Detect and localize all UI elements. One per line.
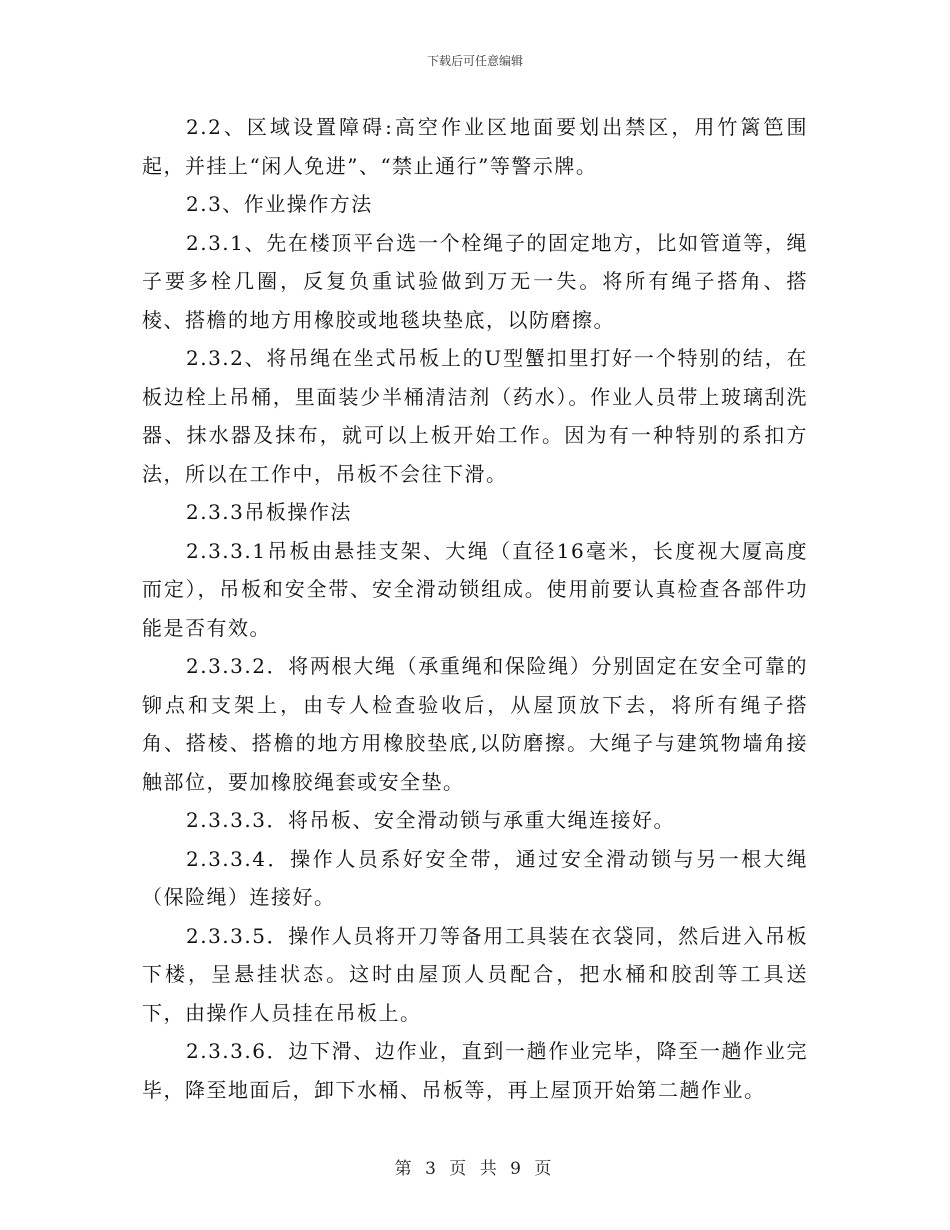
- document-body: [142, 108, 808, 1109]
- paragraph-2-3-3-2: 2.3.3.2．将两根大绳（承重绳和保险绳）分别固定在安全可靠的铆点和支架上，由专人检查验收后，从屋顶放下去，将所有绳子搭角、搭棱、搭檐的地方用橡胶垫底,以防磨擦。大绳子与建筑物墙角接触部位，要加橡胶绳套或安全垫。: [142, 654, 808, 794]
- heading-2-3: 2.3、作业操作方法: [186, 192, 373, 216]
- paragraph-2-3-3-3: 2.3.3.3．将吊板、安全滑动锁与承重大绳连接好。: [186, 808, 675, 832]
- paragraph-2-3-2: 2.3.2、将吊绳在坐式吊板上的U型蟹扣里打好一个特别的结，在板边栓上吊桶，里面装少半桶清洁剂（药水）。作业人员带上玻璃刮洗器、抹水器及抹布，就可以上板开始工作。因为有一种特别的系扣方法，所以在工作中，吊板不会往下滑。: [142, 346, 808, 486]
- paragraph-2-3-3-5: 2.3.3.5．操作人员将开刀等备用工具装在衣袋同，然后进入吊板下楼，呈悬挂状态。这时由屋顶人员配合，把水桶和胶刮等工具送下，由操作人员挂在吊板上。: [142, 923, 808, 1025]
- paragraph-2-3-3-4: 2.3.3.4．操作人员系好安全带，通过安全滑动锁与另一根大绳（保险绳）连接好。: [142, 846, 808, 909]
- paragraph-2-2: 2.2、区域设置障碍:高空作业区地面要划出禁区，用竹篱笆围起，并挂上“闲人免进”、“禁止通行”等警示牌。: [142, 115, 808, 178]
- page-number: 第 3 页 共 9 页: [394, 1159, 556, 1179]
- paragraph-2-3-1: 2.3.1、先在楼顶平台选一个栓绳子的固定地方，比如管道等，绳子要多栓几圈，反复负重试验做到万无一失。将所有绳子搭角、搭棱、搭檐的地方用橡胶或地毯块垫底，以防磨擦。: [142, 230, 808, 332]
- heading-2-3-3: 2.3.3吊板操作法: [186, 500, 352, 524]
- paragraph-2-3-3-6: 2.3.3.6．边下滑、边作业，直到一趟作业完毕，降至一趟作业完毕，降至地面后，卸下水桶、吊板等，再上屋顶开始第二趟作业。: [142, 1039, 808, 1102]
- paragraph-2-3-3-1: 2.3.3.1吊板由悬挂支架、大绳（直径16毫米，长度视大厦高度而定），吊板和安全带、安全滑动锁组成。使用前要认真检查各部件功能是否有效。: [142, 538, 808, 640]
- page-header-note: 下载后可任意编辑: [426, 54, 523, 68]
